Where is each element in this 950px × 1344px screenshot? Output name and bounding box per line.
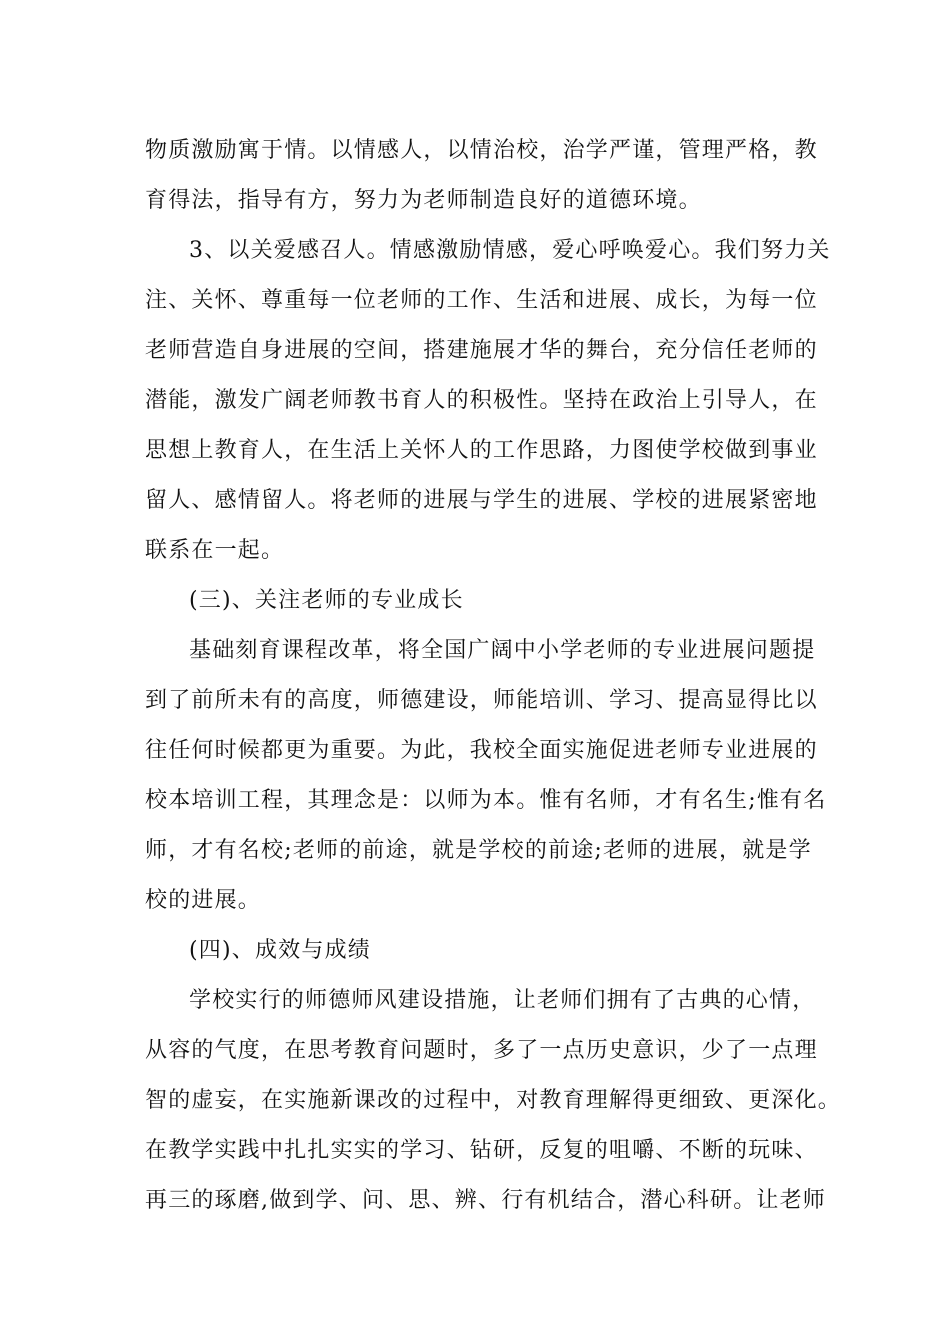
paragraph-start-line: 学校实行的师德师风建设措施，让老师们拥有了古典的心情，	[189, 988, 816, 1013]
text-line: 智的虚妄，在实施新课改的过程中，对教育理解得更细致、更深化。	[145, 1088, 842, 1113]
text-line: 留人、感情留人。将老师的进展与学生的进展、学校的进展紧密地	[145, 488, 818, 513]
text-line: 在教学实践中扎扎实实的学习、钻研，反复的咀嚼、不断的玩味、	[145, 1138, 818, 1163]
text-line: 老师营造自身进展的空间，搭建施展才华的舞台，充分信任老师的	[145, 338, 818, 363]
text-line: 从容的气度，在思考教育问题时，多了一点历史意识，少了一点理	[145, 1038, 818, 1063]
paragraph-start-line: 基础刻育课程改革，将全国广阔中小学老师的专业进展问题提	[189, 638, 816, 663]
text-line: 物质激励寓于情。以情感人，以情治校，治学严谨，管理严格，教	[145, 138, 818, 163]
section-heading-3: (三)、关注老师的专业成长	[189, 588, 464, 613]
paragraph-start-line: 3、以关爱感召人。情感激励情感，爱心呼唤爱心。我们努力关	[189, 238, 831, 263]
text-line: 往任何时候都更为重要。为此，我校全面实施促进老师专业进展的	[145, 738, 818, 763]
text-line: 思想上教育人，在生活上关怀人的工作思路，力图使学校做到事业	[145, 438, 818, 463]
text-line: 到了前所未有的高度，师德建设，师能培训、学习、提高显得比以	[145, 688, 818, 713]
text-line: 注、关怀、尊重每一位老师的工作、生活和进展、成长，为每一位	[145, 288, 818, 313]
text-line: 潜能，激发广阔老师教书育人的积极性。坚持在政治上引导人，在	[145, 388, 818, 413]
section-heading-4: (四)、成效与成绩	[189, 938, 371, 963]
text-line: 校的进展。	[145, 888, 262, 913]
text-line: 校本培训工程，其理念是：以师为本。惟有名师，才有名生;惟有名	[145, 788, 827, 813]
text-line: 师，才有名校;老师的前途，就是学校的前途;老师的进展，就是学	[145, 838, 812, 863]
text-line: 育得法，指导有方，努力为老师制造良好的道德环境。	[145, 188, 702, 213]
text-line: 联系在一起。	[145, 538, 285, 563]
text-line: 再三的琢磨,做到学、问、思、辨、行有机结合，潜心科研。让老师	[145, 1188, 826, 1213]
